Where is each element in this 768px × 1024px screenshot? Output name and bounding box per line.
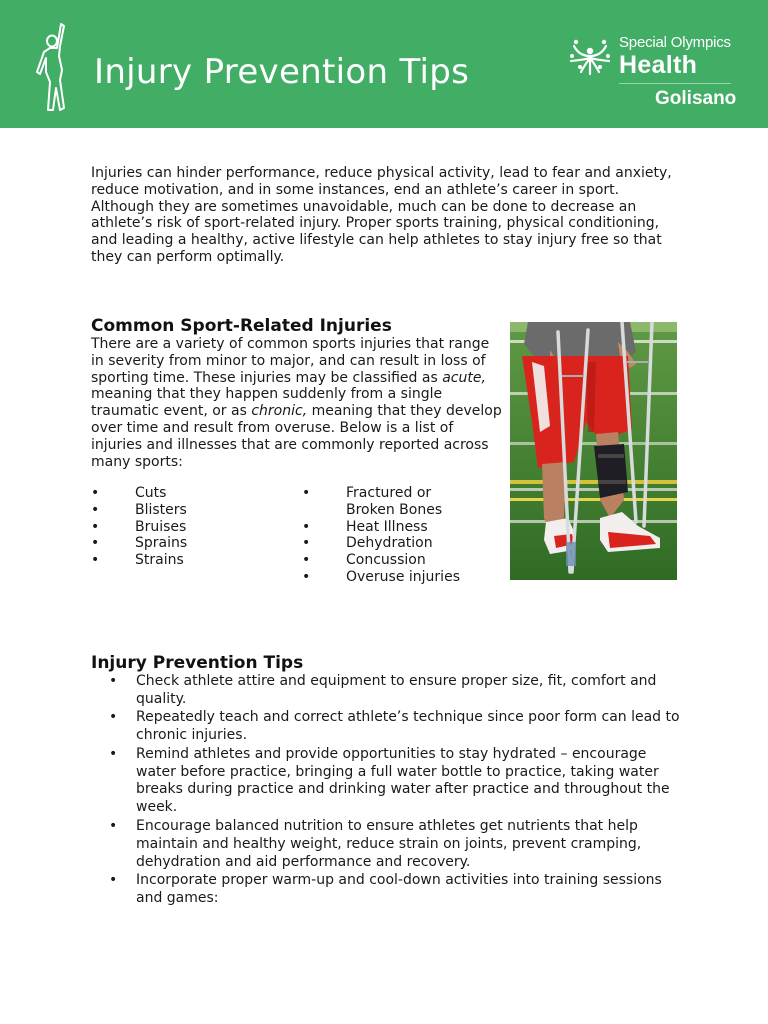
- header-banner: [0, 0, 768, 128]
- list-item: • Blisters: [91, 501, 187, 518]
- list-item: • Dehydration: [302, 535, 433, 552]
- list-item: • Heat Illness: [302, 518, 428, 535]
- list-item: • Repeatedly teach and correct athlete’s technique since poor form can lead to chronic injuries.: [109, 709, 680, 744]
- chronic-term: chronic,: [251, 403, 308, 420]
- list-item: • Strains: [91, 552, 184, 569]
- special-olympics-health-logo: [568, 30, 738, 110]
- bullet-icon: •: [302, 552, 311, 569]
- bullet-icon: •: [302, 518, 311, 535]
- logo-special-olympics-text: Special Olympics: [619, 34, 731, 51]
- list-item: • Fractured or Broken Bones: [302, 485, 443, 518]
- acute-term: acute,: [442, 369, 486, 386]
- bullet-icon: •: [109, 673, 118, 689]
- list-item: • Encourage balanced nutrition to ensure athletes get nutrients that help maintain and healthy weight, reduce strain on joints, prevent cramping, dehydration and aid performance and recovery.: [109, 817, 642, 870]
- logo-health-text: Health: [619, 51, 698, 79]
- bullet-icon: •: [91, 501, 100, 518]
- athlete-on-crutches-photo: [510, 322, 677, 580]
- common-injuries-paragraph: There are a variety of common sports injuries that range in severity from minor to major, and can result in loss of sporting time. These injuries may be classified as acute, meaning that they happen suddenly from a single traumatic event, or as chronic, meaning that they develop over time and result from overuse. Below is a list of injuries and illnesses that are commonly reported across many sports:: [91, 336, 502, 470]
- list-item: • Check athlete attire and equipment to ensure proper size, fit, comfort and quality.: [109, 673, 657, 707]
- bullet-icon: •: [91, 552, 100, 569]
- list-item: • Cuts: [91, 485, 167, 501]
- list-item: • Sprains: [91, 535, 188, 552]
- list-item: • Concussion: [302, 552, 426, 569]
- injury-list-left: [91, 485, 291, 569]
- bullet-icon: •: [91, 518, 100, 535]
- injury-list-right: [302, 485, 502, 586]
- list-item: • Remind athletes and provide opportunities to stay hydrated – encourage water before practice, bringing a full water bottle to practice, taking water breaks during practice and drinking water after practice and throughout the week.: [109, 745, 670, 816]
- list-item: • Bruises: [91, 518, 187, 535]
- bullet-icon: •: [109, 817, 118, 834]
- page-title: Injury Prevention Tips: [94, 52, 470, 92]
- bullet-icon: •: [91, 485, 100, 501]
- common-injuries-heading: Common Sport-Related Injuries: [91, 316, 392, 336]
- athlete-figure-icon: [36, 22, 76, 114]
- intro-paragraph: Injuries can hinder performance, reduce physical activity, lead to fear and anxiety, reduce motivation, and in some instances, end an athlete’s career in sport. Although they are sometimes unavoidable, much can be done to decrease an athlete’s risk of sport-related injury. Proper sports training, physical conditioning, and leading a healthy, active lifestyle can help athletes to stay injury free so that they can perform optimally.: [91, 165, 672, 265]
- prevention-tips-heading: Injury Prevention Tips: [91, 653, 304, 673]
- logo-golisano-text: Golisano: [655, 88, 737, 109]
- bullet-icon: •: [302, 485, 311, 501]
- list-item: • Overuse injuries: [302, 568, 460, 585]
- bullet-icon: •: [302, 568, 311, 585]
- bullet-icon: •: [91, 535, 100, 552]
- special-olympics-logo-icon: [568, 34, 612, 76]
- list-item: • Incorporate proper warm-up and cool-down activities into training sessions and games:: [109, 871, 662, 906]
- bullet-icon: •: [302, 535, 311, 552]
- logo-divider: [619, 83, 731, 84]
- bullet-icon: •: [109, 745, 118, 762]
- prevention-tips-list: [91, 673, 681, 908]
- bullet-icon: •: [109, 871, 118, 888]
- bullet-icon: •: [109, 709, 118, 726]
